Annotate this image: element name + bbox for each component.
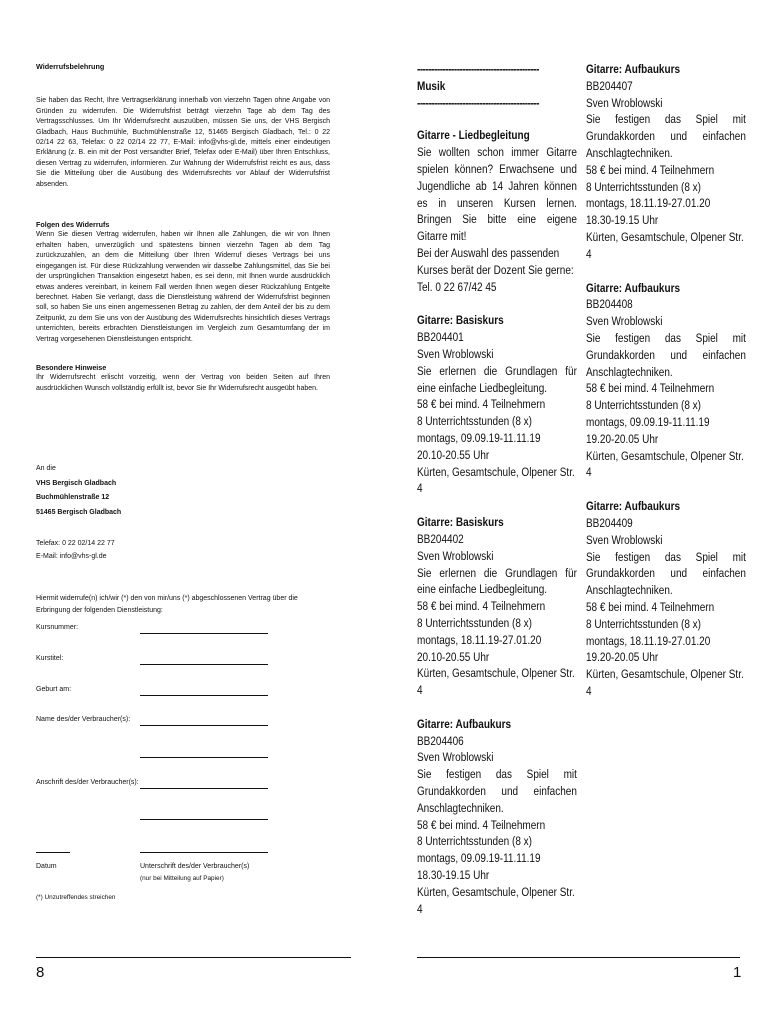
anschrift-line-2[interactable]	[140, 819, 268, 820]
course-hours: 8 Unterrichtsstunden (8 x)	[586, 616, 701, 631]
name-row-2[interactable]	[36, 748, 336, 760]
name-row[interactable]	[36, 716, 336, 728]
course-place: Kürten, Gesamtschule, Olpener Str. 4	[586, 448, 744, 480]
hinweise-text: Ihr Widerrufsrecht erlischt vorzeitig, wenn der Vertrag von beiden Seiten auf Ihren ausdrücklichen Wunsch vollständig erfüllt ist, bevor Sie Ihr Widerrufsrecht ausgeübt haben.	[36, 374, 330, 392]
kurstitel-line[interactable]	[140, 664, 268, 665]
anschrift-row-2[interactable]	[36, 810, 336, 822]
name-line-2[interactable]	[140, 757, 268, 758]
course-desc: Sie erlernen die Grundlagen für eine einfache Liedbegleitung.	[417, 363, 577, 395]
course-time: 18.30-19.15 Uhr	[586, 213, 659, 228]
course-bb204407	[586, 61, 746, 263]
course-dates: montags, 09.09.19-11.11.19	[417, 851, 541, 866]
course-place: Kürten, Gesamtschule, Olpener Str. 4	[417, 666, 575, 698]
course-time: 20.10-20.55 Uhr	[417, 447, 490, 462]
course-place: Kürten, Gesamtschule, Olpener Str. 4	[586, 229, 744, 261]
course-dates: montags, 18.11.19-27.01.20	[417, 632, 542, 647]
course-price: 58 € bei mind. 4 Teilnehmern	[586, 381, 715, 396]
course-desc: Sie festigen das Spiel mit Grundakkorden und einfachen Anschlagtechniken.	[417, 767, 577, 815]
course-title: Gitarre: Aufbaukurs	[586, 280, 681, 295]
course-teacher: Sven Wroblowski	[417, 346, 494, 361]
address-block	[36, 462, 330, 520]
course-dates: montags, 18.11.19-27.01.20	[586, 196, 711, 211]
address-an: An die	[36, 465, 56, 472]
course-dates: montags, 09.09.19-11.11.19	[586, 414, 710, 429]
kursnummer-row[interactable]	[36, 624, 336, 636]
right-page-number: 1	[733, 964, 742, 981]
right-col-1	[417, 61, 577, 917]
course-code: BB204409	[586, 515, 633, 530]
hinweise-title: Besondere Hinweise	[36, 362, 107, 372]
name-label: Name des/der Verbraucher(s):	[36, 716, 131, 723]
datum-label: Datum	[36, 863, 57, 870]
unterschrift-label: Unterschrift des/der Verbraucher(s)	[140, 863, 250, 870]
folgen-title: Folgen des Widerrufs	[36, 220, 110, 230]
lied-text-2: Bei der Auswahl des passenden Kurses berät der Dozent Sie gerne:	[417, 245, 574, 277]
withdrawal-notice	[36, 62, 330, 394]
name-line[interactable]	[140, 725, 268, 726]
kurstitel-row[interactable]	[36, 655, 336, 667]
dash-line-top: -------------------------------------------	[417, 62, 539, 76]
left-page-number: 8	[36, 964, 45, 981]
anschrift-line[interactable]	[140, 788, 268, 789]
course-bb204401	[417, 312, 577, 497]
right-col-2	[586, 61, 746, 700]
course-time: 18.30-19.15 Uhr	[417, 868, 490, 883]
course-code: BB204402	[417, 531, 464, 546]
telefax: Telefax: 0 22 02/14 22 77	[36, 540, 115, 547]
unterschrift-note: (nur bei Mitteilung auf Papier)	[140, 875, 224, 882]
course-teacher: Sven Wroblowski	[586, 532, 663, 547]
email: E-Mail: info@vhs-gl.de	[36, 553, 107, 560]
course-teacher: Sven Wroblowski	[417, 750, 494, 765]
left-footer-rule	[36, 957, 351, 958]
course-title: Gitarre: Basiskurs	[417, 313, 504, 328]
geburt-line[interactable]	[140, 695, 268, 696]
course-time: 19.20-20.05 Uhr	[586, 431, 659, 446]
course-code: BB204408	[586, 297, 633, 312]
course-bb204406	[417, 716, 577, 918]
course-price: 58 € bei mind. 4 Teilnehmern	[417, 817, 546, 832]
course-price: 58 € bei mind. 4 Teilnehmern	[586, 599, 715, 614]
course-time: 19.20-20.05 Uhr	[586, 650, 659, 665]
footnote: (*) Unzutreffendes streichen	[36, 894, 116, 901]
folgen-text: Wenn Sie diesen Vertrag widerrufen, haben wir Ihnen alle Zahlungen, die wir von Ihnen erhalten haben, unverzüglich und spätestens binnen vierzehn Tagen ab dem Tag zurückzuzahlen, an dem die Mitteilung über Ihren Widerruf dieses Vertrags bei uns eingegangen ist. Für diese Rückzahlung verwenden wir dasselbe Zahlungsmittel, das Sie bei der ursprünglichen Transaktion eingesetzt haben, es sei denn, mit Ihnen wurde ausdrücklich etwas anderes vereinbart, in keinem Fall werden Ihnen wegen dieser Rückzahlung Entgelte berechnet. Haben Sie verlangt, dass die Dienstleistung während der Widerrufsfrist beginnen soll, so haben Sie uns einen angemessenen Betrag zu zahlen, der dem Anteil der bis zu dem Zeitpunkt, zu dem Sie uns von der Ausübung des Widerrufsrechts hinsichtlich dieses Vertrags unterrichten, bereits erbrachten Dienstleistungen im Vergleich zum Gesamtumfang der im Vertrag vorgesehenen Dienstleistungen entspricht.	[36, 231, 330, 343]
course-place: Kürten, Gesamtschule, Olpener Str. 4	[586, 667, 744, 698]
contact-block	[36, 537, 330, 563]
course-code: BB204407	[586, 78, 633, 93]
course-hours: 8 Unterrichtsstunden (8 x)	[586, 179, 701, 194]
signature-labels	[36, 861, 330, 885]
course-place: Kürten, Gesamtschule, Olpener Str. 4	[417, 884, 575, 916]
course-code: BB204401	[417, 330, 464, 345]
notice-title: Widerrufsbelehrung	[36, 62, 105, 71]
kurstitel-label: Kurstitel:	[36, 655, 64, 662]
datum-line[interactable]	[36, 852, 70, 853]
course-teacher: Sven Wroblowski	[586, 314, 663, 329]
geburt-row[interactable]	[36, 686, 336, 698]
unterschrift-line[interactable]	[140, 852, 268, 853]
course-title: Gitarre: Aufbaukurs	[586, 62, 681, 76]
lied-title: Gitarre - Liedbegleitung	[417, 128, 530, 143]
course-title: Gitarre: Aufbaukurs	[417, 716, 512, 731]
course-desc: Sie festigen das Spiel mit Grundakkorden und einfachen Anschlagtechniken.	[586, 112, 746, 160]
address-org: VHS Bergisch Gladbach	[36, 479, 117, 487]
anschrift-row[interactable]	[36, 779, 336, 791]
course-price: 58 € bei mind. 4 Teilnehmern	[586, 162, 715, 177]
right-footer-rule	[417, 957, 740, 958]
section-title: Musik	[417, 78, 446, 93]
course-bb204402	[417, 514, 577, 699]
signature-lines[interactable]	[36, 843, 336, 855]
course-teacher: Sven Wroblowski	[417, 548, 494, 563]
dash-line-bottom: -------------------------------------------	[417, 95, 539, 110]
course-hours: 8 Unterrichtsstunden (8 x)	[586, 398, 701, 413]
address-city: 51465 Bergisch Gladbach	[36, 508, 122, 516]
lied-tel: Tel. 0 22 67/42 45	[417, 279, 497, 294]
kursnummer-label: Kursnummer:	[36, 624, 79, 631]
course-price: 58 € bei mind. 4 Teilnehmern	[417, 599, 546, 614]
course-place: Kürten, Gesamtschule, Olpener Str. 4	[417, 464, 575, 496]
course-dates: montags, 18.11.19-27.01.20	[586, 633, 711, 648]
course-desc: Sie festigen das Spiel mit Grundakkorden und einfachen Anschlagtechniken.	[586, 549, 746, 598]
course-hours: 8 Unterrichtsstunden (8 x)	[417, 834, 532, 849]
course-dates: montags, 09.09.19-11.11.19	[417, 430, 541, 445]
declaration: Hiermit widerrufe(n) ich/wir (*) den von mir/uns (*) abgeschlossenen Vertrag über die Erbringung der folgenden Dienstleistung:	[36, 595, 298, 614]
anschrift-label: Anschrift des/der Verbraucher(s):	[36, 779, 139, 786]
course-bb204409	[586, 498, 746, 700]
kursnummer-line[interactable]	[140, 633, 268, 634]
course-code: BB204406	[417, 733, 464, 748]
course-price: 58 € bei mind. 4 Teilnehmern	[417, 397, 546, 412]
course-hours: 8 Unterrichtsstunden (8 x)	[417, 615, 532, 630]
course-time: 20.10-20.55 Uhr	[417, 649, 490, 664]
course-teacher: Sven Wroblowski	[586, 95, 663, 110]
notice-intro: Sie haben das Recht, Ihre Vertragserklärung innerhalb von vierzehn Tagen ohne Angabe von Gründen zu widerrufen. Die Widerrufsfrist beträgt vierzehn Tage ab dem Tag des Vertragsschlusses. Um Ihr Widerrufsrecht auszuüben, müssen Sie uns, der VHS Bergisch Gladbach, Haus Buchmühle, Buchmühlenstraße 12, 51465 Bergisch Gladbach, Tel.: 0 22 02/14 22 63, Telefax: 0 22 02/14 22 77, E-Mail: info@vhs-gl.de, mittels einer eindeutigen Erklärung (z. B. ein mit der Post versandter Brief, Telefax oder E-Mail) über Ihren Entschluss, diesen Vertrag zu widerrufen, informieren. Zur Wahrung der Widerrufsfrist reicht es aus, dass Sie die Mitteilung über die Ausübung des Widerrufsrechts vor Ablauf der Widerrufsfrist absenden.	[36, 97, 330, 188]
address-street: Buchmühlenstraße 12	[36, 494, 110, 501]
course-title: Gitarre: Basiskurs	[417, 515, 504, 530]
course-bb204408	[586, 280, 746, 482]
geburt-label: Geburt am:	[36, 686, 72, 693]
course-title: Gitarre: Aufbaukurs	[586, 499, 681, 514]
course-hours: 8 Unterrichtsstunden (8 x)	[417, 414, 532, 429]
lied-text: Sie wollten schon immer Gitarre spielen können? Erwachsene und Jugendliche ab 14 Jahren können es in unseren Kursen lernen. Bringen Sie bitte eine eigene Gitarre mit!	[417, 145, 577, 244]
course-desc: Sie festigen das Spiel mit Grundakkorden und einfachen Anschlagtechniken.	[586, 330, 746, 379]
course-desc: Sie erlernen die Grundlagen für eine einfache Liedbegleitung.	[417, 565, 577, 597]
